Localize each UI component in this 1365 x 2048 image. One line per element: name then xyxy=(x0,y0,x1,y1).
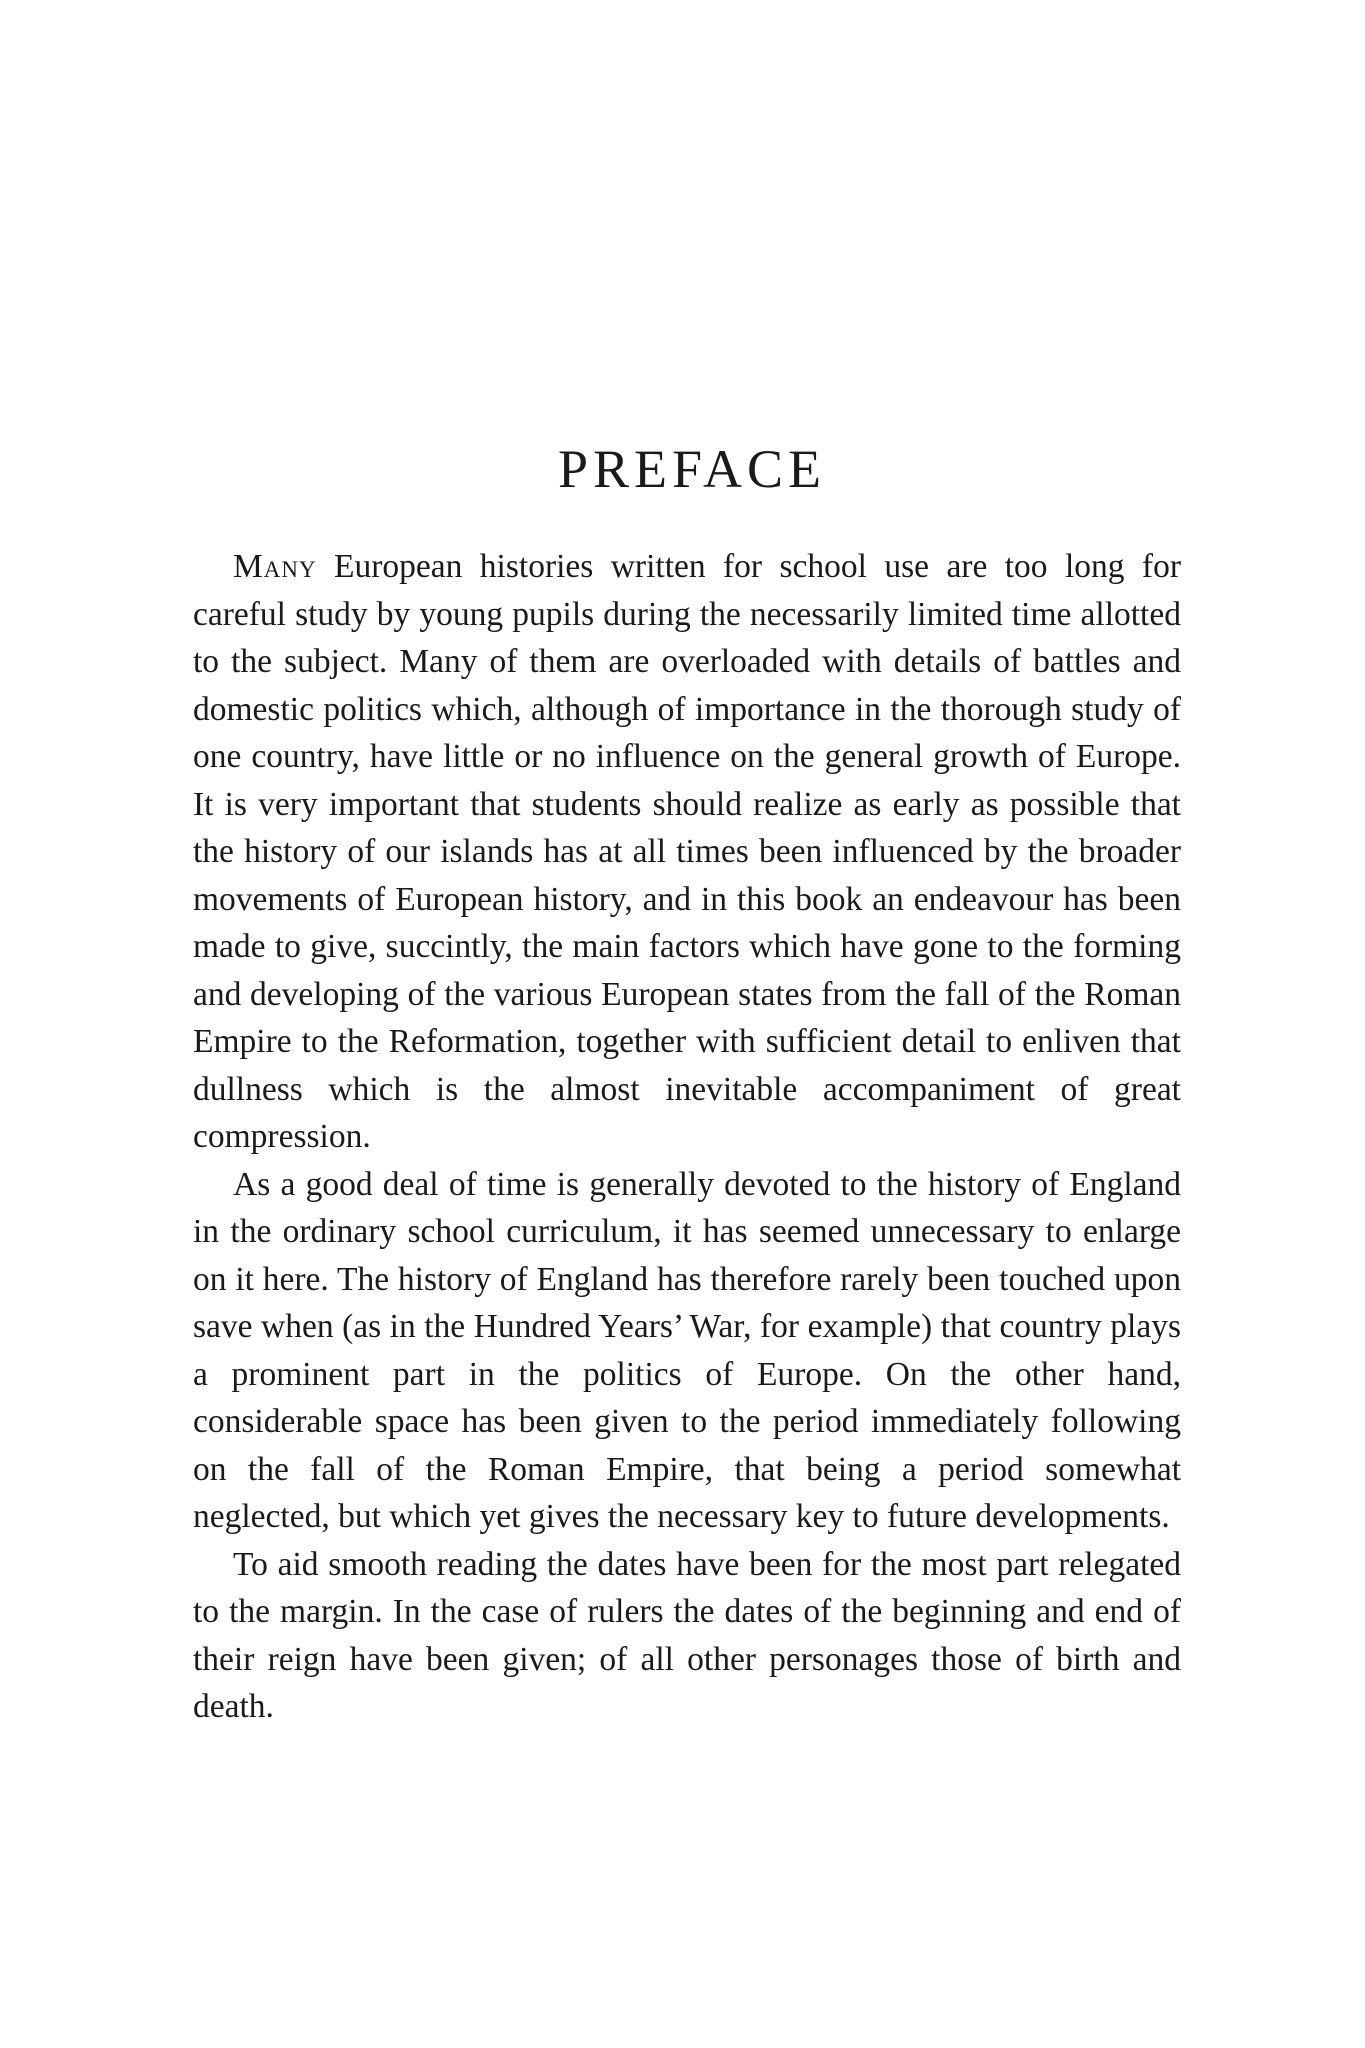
page-title: PREFACE xyxy=(557,439,827,499)
page-content xyxy=(193,440,1181,1731)
paragraph-2: As a good deal of time is generally devoted to the history of England in the ordinary school curriculum, it has seemed unnecessary to enlarge on it here. The history of England has therefore rarely been touched upon save when (as in the Hundred Years’ War, for example) that country plays a prominent part in the politics of Europe. On the other hand, considerable space has been given to the period immediately following on the fall of the Roman Empire, that being a period somewhat neglected, but which yet gives the necessary key to future developments. xyxy=(193,1165,1181,1536)
paragraph-3: To aid smooth reading the dates have been for the most part relegated to the margin. In the case of rulers the dates of the beginning and end of their reign have been given; of all other personages those of birth and death. xyxy=(193,1545,1181,1726)
paragraph-1-text: European histories written for school use are too long for careful study by young pupils during the necessarily limited time allotted to the subject. Many of them are overloaded with details of battles and domestic politics which, although of importance in the thorough study of one country, have little or no influence on the general growth of Europe. It is very important that students should realize as early as possible that the history of our islands has at all times been influenced by the broader movements of European history, and in this book an endeavour has been made to give, succintly, the main factors which have gone to the forming and developing of the various European states from the fall of the Roman Empire to the Reformation, together with sufficient detail to enliven that dullness which is the almost inevitable accompaniment of great compression. xyxy=(193,548,1181,1156)
paragraph-1 xyxy=(193,543,1181,1161)
paragraph-1-lead: Many xyxy=(233,548,317,586)
